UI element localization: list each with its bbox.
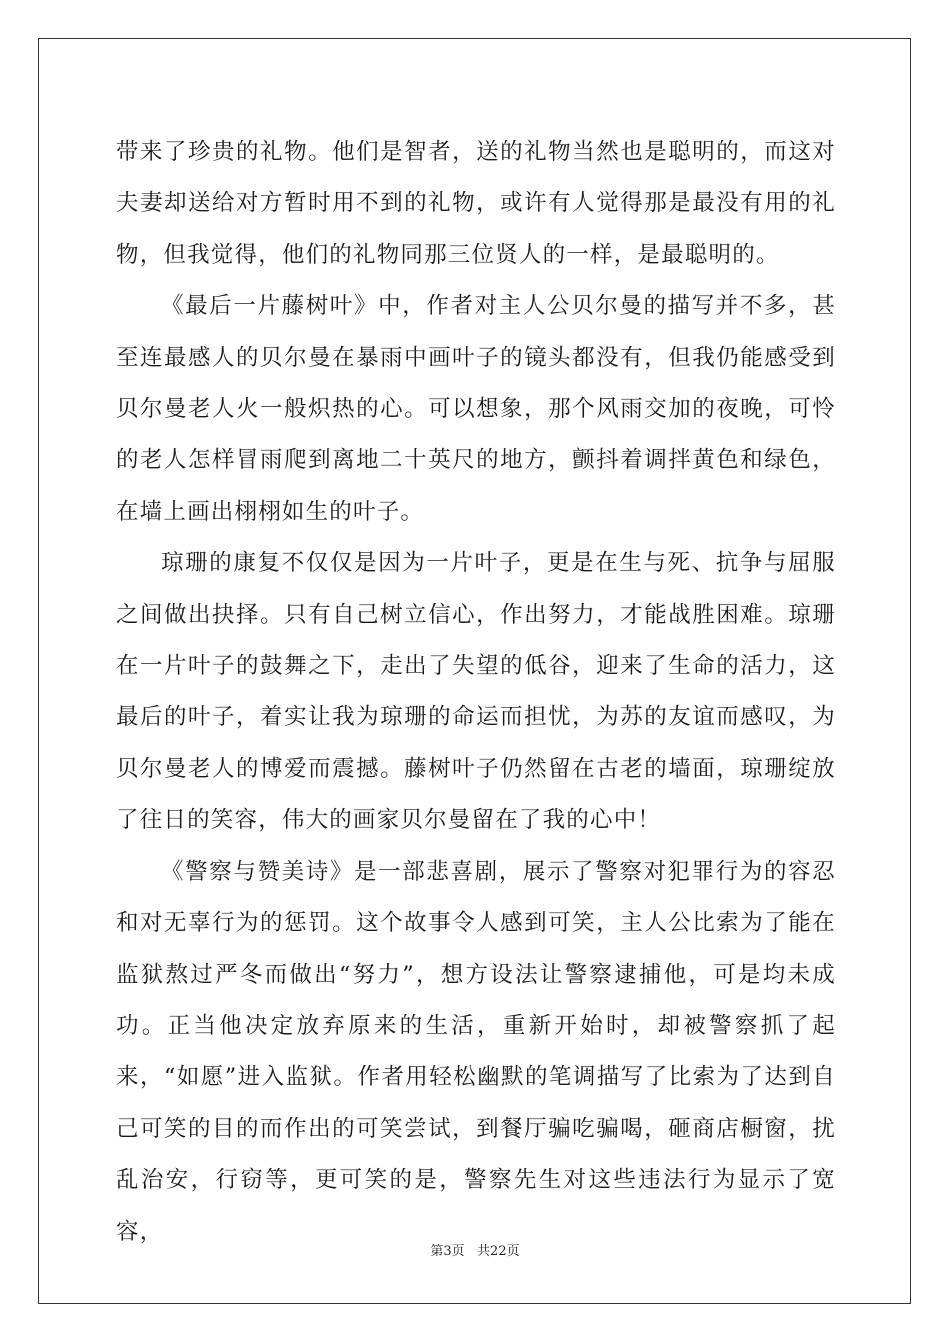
paragraph-2: 《最后一片藤树叶》中，作者对主人公贝尔曼的描写并不多，甚至连最感人的贝尔曼在暴雨中画叶子的镜头都没有，但我仍能感受到贝尔曼老人火一般炽热的心。可以想象，那个风雨交加的夜晚，可怜的老人怎样冒雨爬到离地二十英尺的地方，颤抖着调拌黄色和绿色，在墙上画出栩栩如生的叶子。 <box>116 293 836 525</box>
document-body <box>116 127 836 1258</box>
page-number-footer: 第3页 共22页 <box>430 1244 520 1259</box>
paragraph-4: 《警察与赞美诗》是一部悲喜剧，展示了警察对犯罪行为的容忍和对无辜行为的惩罚。这个故事令人感到可笑，主人公比索为了能在监狱熬过严冬而做出“努力”，想方设法让警察逮捕他，可是均未成功。正当他决定放弃原来的生活，重新开始时，却被警察抓了起来，“如愿”进入监狱。作者用轻松幽默的笔调描写了比索为了达到自己可笑的目的而作出的可笑尝试，到餐厅骗吃骗喝，砸商店橱窗，扰乱治安，行窃等，更可笑的是，警察先生对这些违法行为显示了宽容， <box>116 858 836 1245</box>
paragraph-1: 带来了珍贵的礼物。他们是智者，送的礼物当然也是聪明的，而这对夫妻却送给对方暂时用不到的礼物，或许有人觉得那是最没有用的礼物，但我觉得，他们的礼物同那三位贤人的一样，是最聪明的。 <box>116 139 836 268</box>
paragraph-3: 琼珊的康复不仅仅是因为一片叶子，更是在生与死、抗争与屈服之间做出抉择。只有自己树立信心，作出努力，才能战胜困难。琼珊在一片叶子的鼓舞之下，走出了失望的低谷，迎来了生命的活力，这最后的叶子，着实让我为琼珊的命运而担忧，为苏的友谊而感叹，为贝尔曼老人的博爱而震撼。藤树叶子仍然留在古老的墙面，琼珊绽放了往日的笑容，伟大的画家贝尔曼留在了我的心中！ <box>116 550 836 834</box>
